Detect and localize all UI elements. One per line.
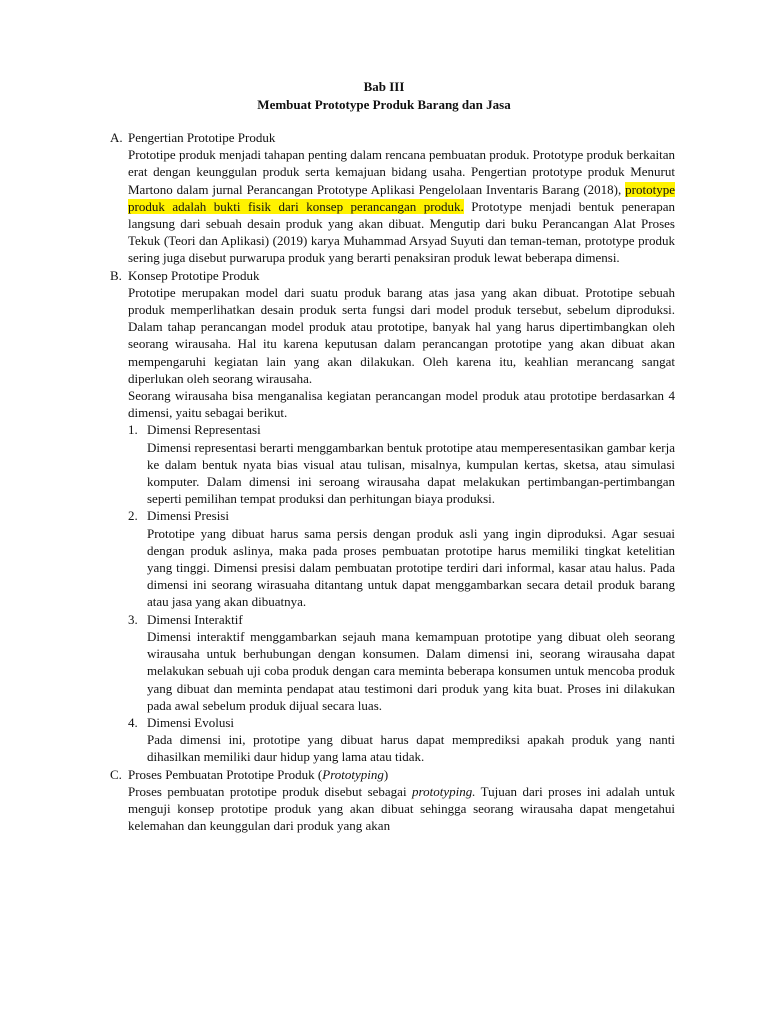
- section-c-title-close: ): [383, 766, 389, 782]
- dimension-heading: [128, 421, 675, 438]
- dimension-item: [128, 714, 675, 731]
- dimension-title: Dimensi Evolusi: [147, 714, 235, 730]
- section-c: [110, 766, 675, 835]
- section-b-heading: [110, 267, 675, 284]
- section-c-title: [128, 766, 388, 783]
- section-c-heading: [110, 766, 675, 783]
- section-b-paragraph-1: Prototipe merupakan model dari suatu produk barang atas jasa yang akan dibuat. Prototipe sebuah produk memperlihatkan desain produk serta fungsi dari model produk tersebut, sebelum diproduksi. Dalam tahap perancangan model produk atau prototipe, banyak hal yang harus dipertimbangkan oleh seorang wirausaha. Hal itu karena keputusan dalam perancangan prototipe yang akan dibuat akan mempengaruhi kegiatan lain yang akan dilakukan. Oleh karena itu, keahlian merancang sangat diperlukan oleh seorang wirausaha.: [128, 284, 675, 386]
- dimension-item: [128, 507, 675, 524]
- section-b-letter: B.: [110, 267, 122, 283]
- dimension-text: Pada dimensi ini, prototipe yang dibuat harus dapat memprediksi apakah produk yang nanti dihasilkan memiliki daur hidup yang lama atau tidak.: [147, 732, 675, 765]
- dimension-item: [128, 421, 675, 438]
- dimension-number: 1.: [128, 422, 138, 438]
- section-b-title: Konsep Prototipe Produk: [128, 267, 260, 283]
- section-c-text-2: Tujuan dari proses ini adalah untuk menguji konsep prototipe produk yang akan dibuat sehingga seorang wirausaha dapat mengetahui kelemahan dan keunggulan dari produk yang akan: [128, 783, 675, 834]
- document-body: [110, 129, 675, 834]
- section-a-text-1: Prototipe produk menjadi tahapan penting dalam rencana pembuatan produk. Prototype produk berkaitan erat dengan keunggulan produk serta kemajuan bidang usaha. Pengertian prototype produk Menurut Martono dalam jurnal Perancangan Prototype Aplikasi Pengelolaan Inventaris Barang (2018),: [128, 147, 675, 197]
- dimension-number: 2.: [128, 508, 138, 524]
- section-a: [110, 129, 675, 267]
- section-c-title-italic: Prototyping: [322, 766, 384, 782]
- dimension-title: Dimensi Representasi: [147, 422, 261, 438]
- highlighted-text: prototype produk adalah bukti fisik dari konsep perancangan produk.: [128, 181, 675, 214]
- dimension-number: 3.: [128, 611, 138, 627]
- dimension-title: Dimensi Presisi: [147, 508, 229, 524]
- section-c-italic-term: prototyping.: [412, 783, 476, 799]
- dimension-text: Dimensi interaktif menggambarkan sejauh mana kemampuan prototipe yang dibuat oleh seorang wirausaha untuk berhubungan dengan konsumen. Dalam dimensi ini, seorang wirausaha dapat melakukan sebuah uji coba produk dengan cara meminta beberapa konsumen untuk mencoba produk yang dibuat dan meminta pendapat atau testimoni dari produk yang kita buat. Proses ini dilakukan pada awal sebelum produk dijual secara luas.: [147, 628, 675, 713]
- dimension-text: Dimensi representasi berarti menggambarkan bentuk prototipe atau memperesentasikan gambar kerja ke dalam bentuk nyata bias visual atau tulisan, misalnya, kumpulan kertas, sketsa, atau simulasi komputer. Dalam dimensi ini seroang wirausaha dapat melakukan pertimbangan-pertimbangan seperti pemilihan tempat produksi dan perhitungan biaya produksi.: [147, 439, 675, 507]
- dimension-item: [128, 611, 675, 628]
- section-c-text-1: Proses pembuatan prototipe produk disebut sebagai: [128, 783, 413, 799]
- section-b-paragraph-2: Seorang wirausaha bisa menganalisa kegiatan perancangan model produk atau prototipe berdasarkan 4 dimensi, yaitu sebagai berikut.: [128, 388, 675, 421]
- section-a-paragraph: [128, 146, 675, 266]
- section-c-letter: C.: [110, 766, 122, 782]
- chapter-label: Bab III: [363, 79, 405, 94]
- dimension-heading: [128, 714, 675, 731]
- section-b: [110, 267, 675, 766]
- section-a-heading: [110, 129, 675, 146]
- section-a-text-2: Prototype menjadi bentuk penerapan langsung dari sebuah desain produk yang akan dibuat. Mengutip dari buku Perancangan Alat Proses Tekuk (Teori dan Aplikasi) (2019) karya Muhammad Arsyad Suyuti dan teman-teman, prototype produk sering juga disebut purwarupa produk yang berarti penaksiran produk lewat beberapa dimensi.: [128, 198, 675, 266]
- chapter-heading: Membuat Prototype Produk Barang dan Jasa: [257, 96, 511, 112]
- document-title: [0, 78, 768, 113]
- dimension-title: Dimensi Interaktif: [147, 611, 243, 627]
- section-c-title-text: Proses Pembuatan Prototipe Produk (: [128, 766, 323, 782]
- dimension-heading: [128, 611, 675, 628]
- dimension-text: Prototipe yang dibuat harus sama persis dengan produk asli yang ingin diproduksi. Agar sesuai dengan produk aslinya, maka pada proses pembuatan prototipe harus memiliki tingkat ketelitian yang tinggi. Dimensi presisi dalam pembuatan prototipe terdiri dari informal, kasar atau halus. Pada dimensi ini seorang wirasuaha ditantang untuk dapat menggambarkan secara detail produk barang atau jasa yang akan dibuatnya.: [147, 525, 675, 610]
- section-a-title: Pengertian Prototipe Produk: [128, 130, 276, 145]
- section-a-letter: A.: [110, 130, 123, 145]
- section-c-paragraph: [128, 783, 675, 835]
- dimension-number: 4.: [128, 714, 138, 730]
- dimension-heading: [128, 507, 675, 524]
